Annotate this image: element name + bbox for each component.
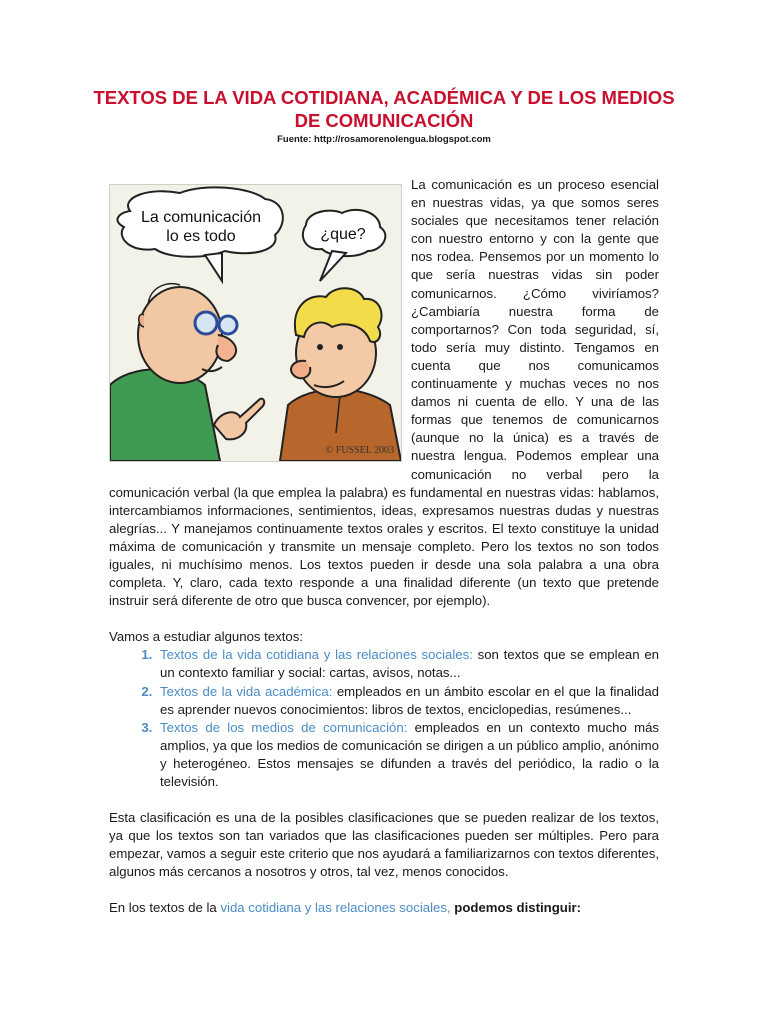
- text-types-list: [109, 646, 659, 791]
- list-item: [156, 646, 659, 682]
- list-item-text: empleados en un ámbito escolar en el que la finalidad es aprender nuevos conocimientos: libros de textos, enciclopedias, resúmenes...: [160, 683, 659, 717]
- source-label: Fuente: [277, 134, 309, 145]
- document-title: TEXTOS DE LA VIDA COTIDIANA, ACADÉMICA Y DE LOS MEDIOS DE COMUNICACIÓN: [93, 87, 675, 131]
- list-intro: Vamos a estudiar algunos textos:: [109, 629, 304, 645]
- cartoon-illustration: [109, 184, 402, 462]
- source-line: [90, 134, 678, 145]
- intro-paragraph: La comunicación es un proceso esencial en nuestras vidas, ya que somos seres sociales que necesitamos tener relación con nuestro entorno y con la gente que nos rodea. Pensemos por un momento lo que sería nuestras vidas sin poder comunicarnos. ¿Cómo viviríamos? ¿Cambiaría nuestra forma de comportarnos? Con toda seguridad, sí, todo sería muy distinto. Tengamos en cuenta que nos comunicamos continuamente y muchas veces no nos damos ni cuenta de ello. Y una de las formas que tenemos de comunicarnos (aunque no la única) es a través de nuestra lengua. Podemos emplear una comunicación no verbal pero la comunicación verbal (la que emplea la palabra) es fundamental en nuestras vidas: hablamos, intercambiamos informaciones, sentimientos, ideas, expresamos nuestras dudas y nuestras alegrías... Y manejamos continuamente textos orales y escritos. El texto constituye la unidad máxima de comunicación y transmite un mensaje completo. Pero los textos no son todos iguales, ni muchísimo menos. Los textos pueden ir desde una sola palabra a una obra completa. Y, claro, cada texto responde a una finalidad diferente (un texto que pretende instruir será diferente de otro que busca convencer, por ejemplo).: [109, 177, 659, 609]
- list-item-label: Textos de la vida cotidiana y las relaciones sociales:: [160, 647, 473, 663]
- list-item-label: Textos de la vida académica:: [160, 683, 333, 699]
- bubble-left-line1: La comunicación: [140, 209, 262, 226]
- final-line-highlight: vida cotidiana y las relaciones sociales,: [220, 900, 451, 916]
- list-item: [156, 719, 659, 791]
- final-line: [109, 899, 659, 917]
- source-url: : http://rosamorenolengua.blogspot.com: [308, 134, 491, 145]
- bubble-right-text: ¿que?: [320, 226, 366, 243]
- final-line-suffix: podemos distinguir:: [450, 900, 582, 916]
- list-item-text: son textos que se emplean en un contexto familiar y social: cartas, avisos, notas...: [160, 647, 659, 681]
- list-item-label: Textos de los medios de comunicación:: [160, 719, 408, 735]
- document-body: [109, 176, 659, 918]
- classification-paragraph: Esta clasificación es una de la posibles clasificaciones que se pueden realizar de los textos, ya que los textos son tan variados que las clasificaciones pueden ser múltiples. Pero para empezar, vamos a seguir este criterio que nos ayudará a familiarizarnos con textos diferentes, algunos más cercanos a nosotros y otros, tal vez, menos conocidos.: [109, 810, 659, 880]
- cartoon-signature: © FUSSEL 2003: [325, 445, 394, 456]
- final-line-prefix: En los textos de la: [109, 900, 221, 916]
- list-item-text: empleados en un contexto mucho más amplios, ya que los medios de comunicación se dirigen a un público amplio, anónimo y heterogéneo. Estos mensajes se difunden a través del periódico, la radio o la televisión.: [160, 719, 660, 789]
- list-item: [156, 683, 659, 719]
- bubble-left-line2: lo es todo: [166, 228, 236, 245]
